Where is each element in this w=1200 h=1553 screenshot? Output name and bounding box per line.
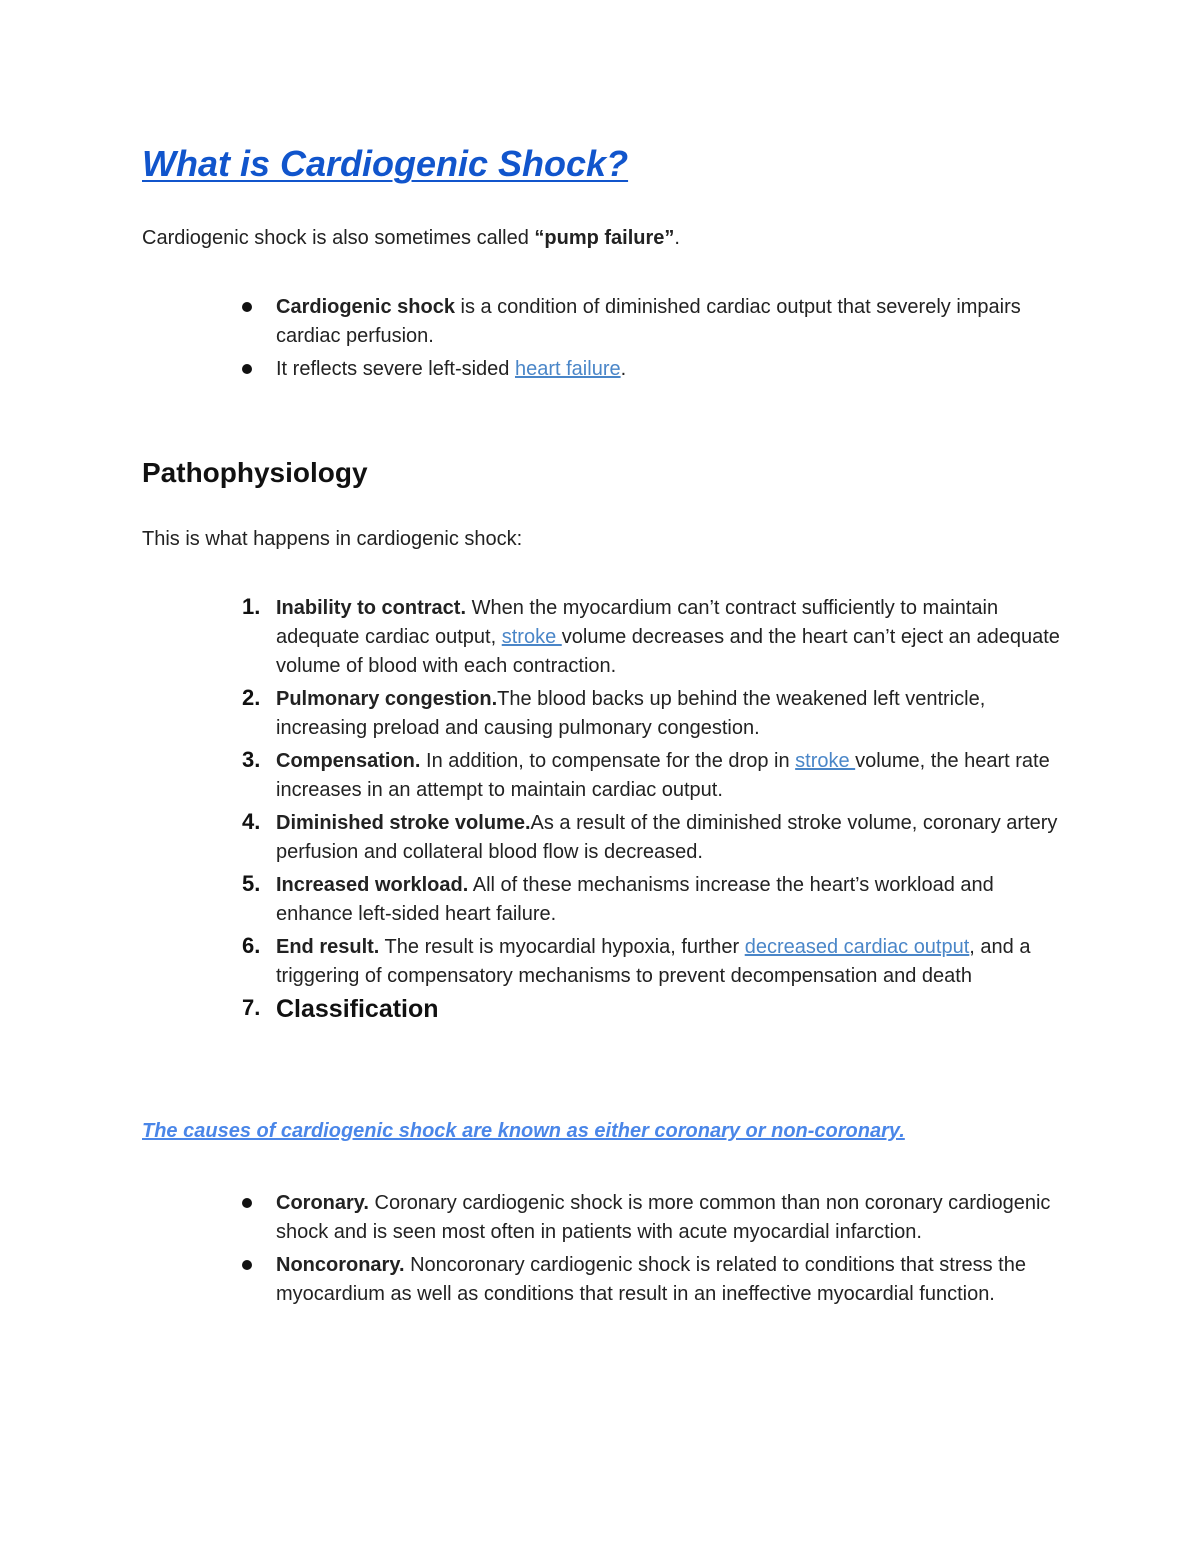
pathophysiology-list: [142, 594, 1072, 1030]
list-item: [142, 933, 1072, 991]
item-text-end: volume, the heart rate increases in an attempt to maintain cardiac output.: [276, 750, 1050, 801]
list-item: [142, 871, 1072, 929]
item-number: 1.: [242, 594, 261, 619]
bullet-bold-term: Coronary.: [276, 1192, 369, 1214]
item-text: All of these mechanisms increase the heart’s workload and enhance left-sided heart failure.: [276, 874, 994, 925]
intro-bullet-list: [142, 293, 1072, 388]
intro-bold-term: “pump failure”: [534, 227, 675, 249]
bullet-text: is a condition of diminished cardiac output that severely impairs cardiac perfusion.: [276, 296, 1021, 347]
item-number: 5.: [242, 871, 261, 896]
bullet-text: Coronary cardiogenic shock is more common than non coronary cardiogenic shock and is seen most often in patients with acute myocardial infarction.: [276, 1192, 1051, 1243]
bullet-icon: [242, 1198, 252, 1208]
heart-failure-link[interactable]: heart failure: [514, 358, 621, 380]
item-bold-term: Pulmonary congestion.: [276, 688, 498, 710]
bullet-icon: [242, 1260, 252, 1270]
page-title[interactable]: What is Cardiogenic Shock?: [142, 143, 629, 184]
list-item: [142, 995, 1072, 1026]
item-number: 2.: [242, 685, 261, 710]
item-bold-term: Increased workload.: [276, 874, 469, 896]
bullet-bold-term: Cardiogenic shock: [276, 296, 455, 318]
bullet-text: Noncoronary cardiogenic shock is related to conditions that stress the myocardium as well as conditions that result in an ineffective myocardial function.: [276, 1254, 1026, 1305]
item-bold-term: Inability to contract.: [276, 597, 467, 619]
causes-link-heading[interactable]: The causes of cardiogenic shock are known as either coronary or non-coronary.: [142, 1120, 905, 1142]
item-text: The blood backs up behind the weakened left ventricle, increasing preload and causing pulmonary congestion.: [276, 688, 986, 739]
intro-period: .: [674, 227, 680, 249]
intro-paragraph: [142, 224, 680, 253]
stroke-link[interactable]: stroke: [501, 626, 562, 648]
intro-text: Cardiogenic shock is also sometimes called: [142, 227, 535, 249]
item-number: 3.: [242, 747, 261, 772]
item-bold-term: Compensation.: [276, 750, 421, 772]
bullet-icon: [242, 364, 252, 374]
item-text: In addition, to compensate for the drop in: [420, 750, 796, 772]
item-number: 7.: [242, 995, 261, 1020]
list-item: [142, 685, 1072, 743]
decreased-cardiac-output-link[interactable]: decreased cardiac output: [744, 936, 970, 958]
item-text: As a result of the diminished stroke volume, coronary artery perfusion and collateral blood flow is decreased.: [276, 812, 1058, 863]
item-text: When the myocardium can’t contract sufficiently to maintain adequate cardiac output,: [276, 597, 999, 648]
bullet-bold-term: Noncoronary.: [276, 1254, 405, 1276]
item-text-end: volume decreases and the heart can’t eject an adequate volume of blood with each contraction.: [276, 626, 1060, 677]
list-item: [142, 809, 1072, 867]
list-item: [142, 594, 1072, 681]
list-item: [142, 1251, 1072, 1309]
bullet-icon: [242, 302, 252, 312]
item-number: 4.: [242, 809, 261, 834]
list-item: [142, 355, 1072, 384]
list-item: [142, 293, 1072, 351]
item-bold-term: Diminished stroke volume.: [276, 812, 531, 834]
bullet-text-end: .: [620, 358, 627, 380]
causes-bullet-list: [142, 1189, 1072, 1313]
pathophysiology-lead: This is what happens in cardiogenic shock:: [142, 528, 523, 550]
item-text-end: , and a triggering of compensatory mechanisms to prevent decompensation and death: [276, 936, 1031, 987]
list-item: [142, 747, 1072, 805]
stroke-link[interactable]: stroke: [795, 750, 856, 772]
pathophysiology-heading: Pathophysiology: [142, 457, 368, 488]
bullet-text: It reflects severe left-sided: [276, 358, 515, 380]
item-text: The result is myocardial hypoxia, further: [379, 936, 745, 958]
item-bold-term: End result.: [276, 936, 380, 958]
classification-heading: Classification: [276, 995, 439, 1023]
item-number: 6.: [242, 933, 261, 958]
list-item: [142, 1189, 1072, 1247]
